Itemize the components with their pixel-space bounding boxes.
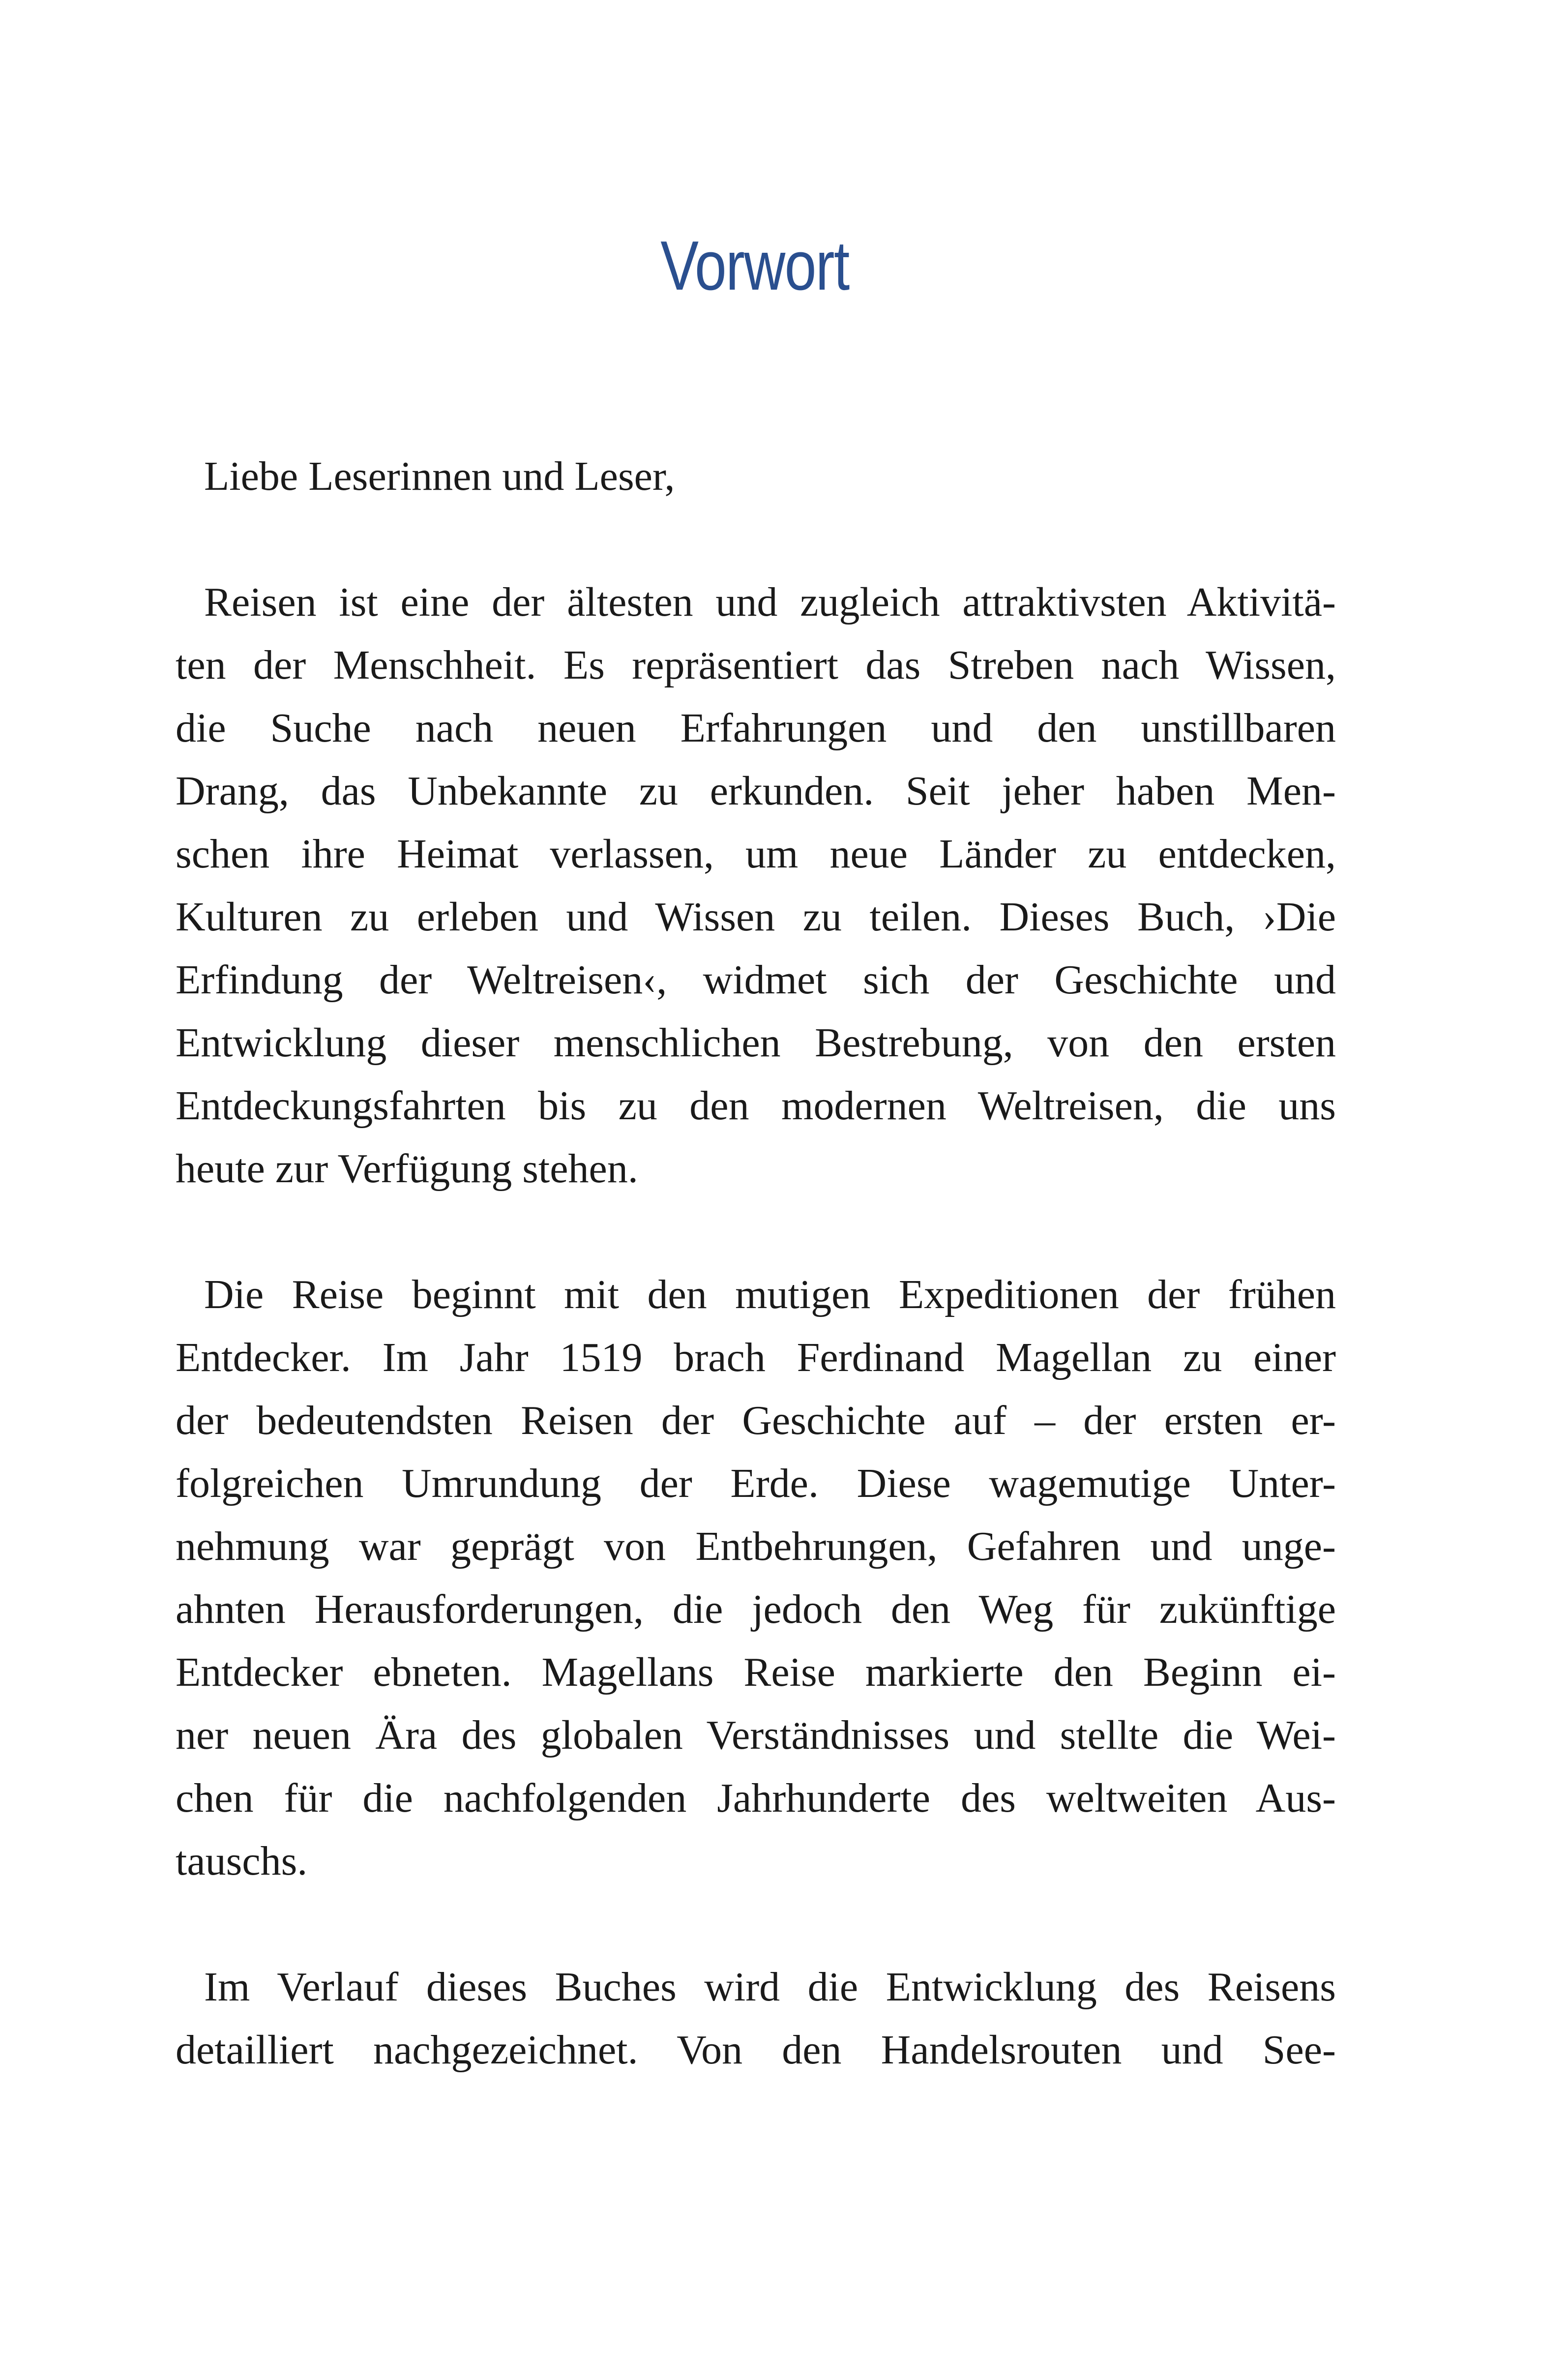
text-line: Drang, das Unbekannte zu erkunden. Seit jeher haben Men- (176, 768, 1336, 814)
paragraph-1 (176, 571, 1336, 1200)
text-line: Entdecker ebneten. Magellans Reise markierte den Beginn ei- (176, 1649, 1336, 1695)
text-line: Entdeckungsfahrten bis zu den modernen Weltreisen, die uns (176, 1083, 1336, 1129)
text-line: detailliert nachgezeichnet. Von den Handelsrouten und See- (176, 2027, 1336, 2073)
text-line: chen für die nachfolgenden Jahrhunderte des weltweiten Aus- (176, 1775, 1336, 1821)
text-line: Die Reise beginnt mit den mutigen Expeditionen der frühen (204, 1272, 1336, 1317)
salutation: Liebe Leserinnen und Leser, (204, 453, 675, 499)
paragraph-gap (176, 1893, 1336, 1956)
page-title: Vorwort (660, 227, 849, 305)
text-line: Reisen ist eine der ältesten und zugleich attraktivsten Aktivitä- (204, 579, 1336, 625)
paragraph-2 (176, 1263, 1336, 1893)
text-line: ten der Menschheit. Es repräsentiert das Streben nach Wissen, (176, 642, 1336, 688)
text-line: der bedeutendsten Reisen der Geschichte auf – der ersten er- (176, 1398, 1336, 1443)
text-line: ahnten Herausforderungen, die jedoch den Weg für zukünftige (176, 1586, 1336, 1632)
text-line: die Suche nach neuen Erfahrungen und den unstillbaren (176, 705, 1336, 751)
text-line: Entdecker. Im Jahr 1519 brach Ferdinand Magellan zu einer (176, 1335, 1336, 1380)
text-line: ner neuen Ära des globalen Verständnisses und stellte die Wei- (176, 1712, 1336, 1758)
paragraph-gap (176, 508, 1336, 571)
body-text (176, 445, 1336, 2082)
text-line: heute zur Verfügung stehen. (176, 1146, 638, 1192)
text-line: Kulturen zu erleben und Wissen zu teilen. Dieses Buch, ›Die (176, 894, 1336, 940)
text-line: Im Verlauf dieses Buches wird die Entwicklung des Reisens (204, 1964, 1336, 2010)
text-line: tauschs. (176, 1838, 308, 1884)
text-line: Erfindung der Weltreisen‹, widmet sich der Geschichte und (176, 957, 1336, 1003)
text-line: schen ihre Heimat verlassen, um neue Länder zu entdecken, (176, 831, 1336, 877)
paragraph-gap (176, 1200, 1336, 1263)
text-line: Entwicklung dieser menschlichen Bestrebung, von den ersten (176, 1020, 1336, 1066)
text-line: nehmung war geprägt von Entbehrungen, Gefahren und unge- (176, 1523, 1336, 1569)
text-line: folgreichen Umrundung der Erde. Diese wagemutige Unter- (176, 1461, 1336, 1506)
paragraph-3 (176, 1956, 1336, 2082)
